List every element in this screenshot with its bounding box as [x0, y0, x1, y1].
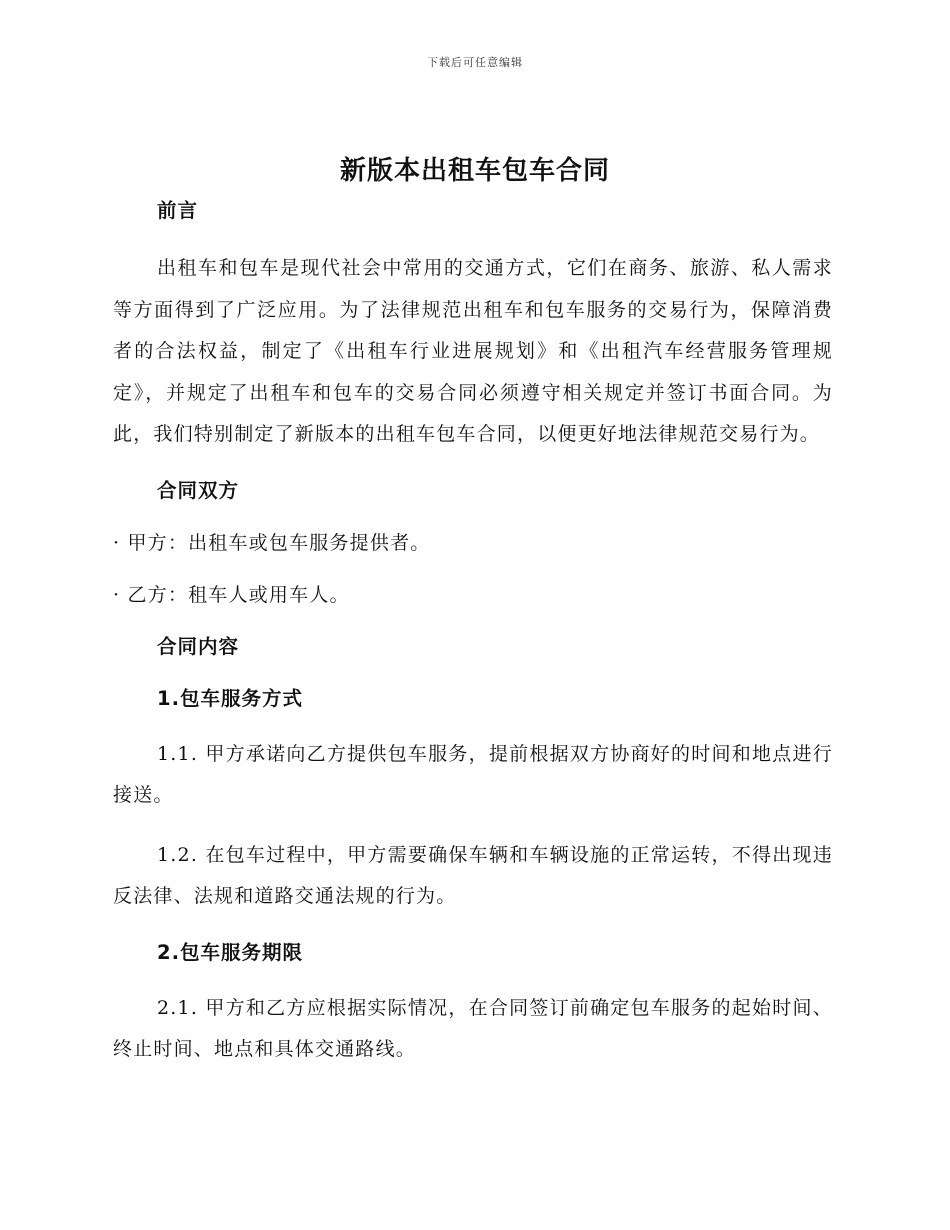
clause-2-1: 2.1. 甲方和乙方应根据实际情况，在合同签订前确定包车服务的起始时间、终止时间、地点和具体交通路线。	[113, 996, 833, 1060]
preface-paragraph: 出租车和包车是现代社会中常用的交通方式，它们在商务、旅游、私人需求等方面得到了广泛应用。为了法律规范出租车和包车服务的交易行为，保障消费者的合法权益，制定了《出租车行业进展规划》和《出租汽车经营服务管理规定》，并规定了出租车和包车的交易合同必须遵守相关规定并签订书面合同。为此，我们特别制定了新版本的出租车包车合同，以便更好地法律规范交易行为。	[113, 257, 833, 445]
section-heading-service-period: 2.包车服务期限	[157, 940, 303, 964]
section-heading-service-mode: 1.包车服务方式	[157, 686, 303, 710]
section-heading-content: 合同内容	[157, 634, 240, 658]
section-heading-preface: 前言	[157, 199, 199, 222]
party-b-item: · 乙方：租车人或用车人。	[113, 583, 350, 606]
document-title: 新版本出租车包车合同	[339, 156, 610, 186]
clause-1-2: 1.2. 在包车过程中，甲方需要确保车辆和车辆设施的正常运转，不得出现违反法律、法规和道路交通法规的行为。	[113, 843, 833, 907]
document-body	[113, 194, 833, 1071]
section-heading-parties: 合同双方	[157, 478, 240, 502]
party-a-item: · 甲方：出租车或包车服务提供者。	[113, 531, 431, 554]
header-note: 下载后可任意编辑	[427, 56, 523, 69]
clause-1-1: 1.1. 甲方承诺向乙方提供包车服务，提前根据双方协商好的时间和地点进行接送。	[113, 742, 833, 806]
